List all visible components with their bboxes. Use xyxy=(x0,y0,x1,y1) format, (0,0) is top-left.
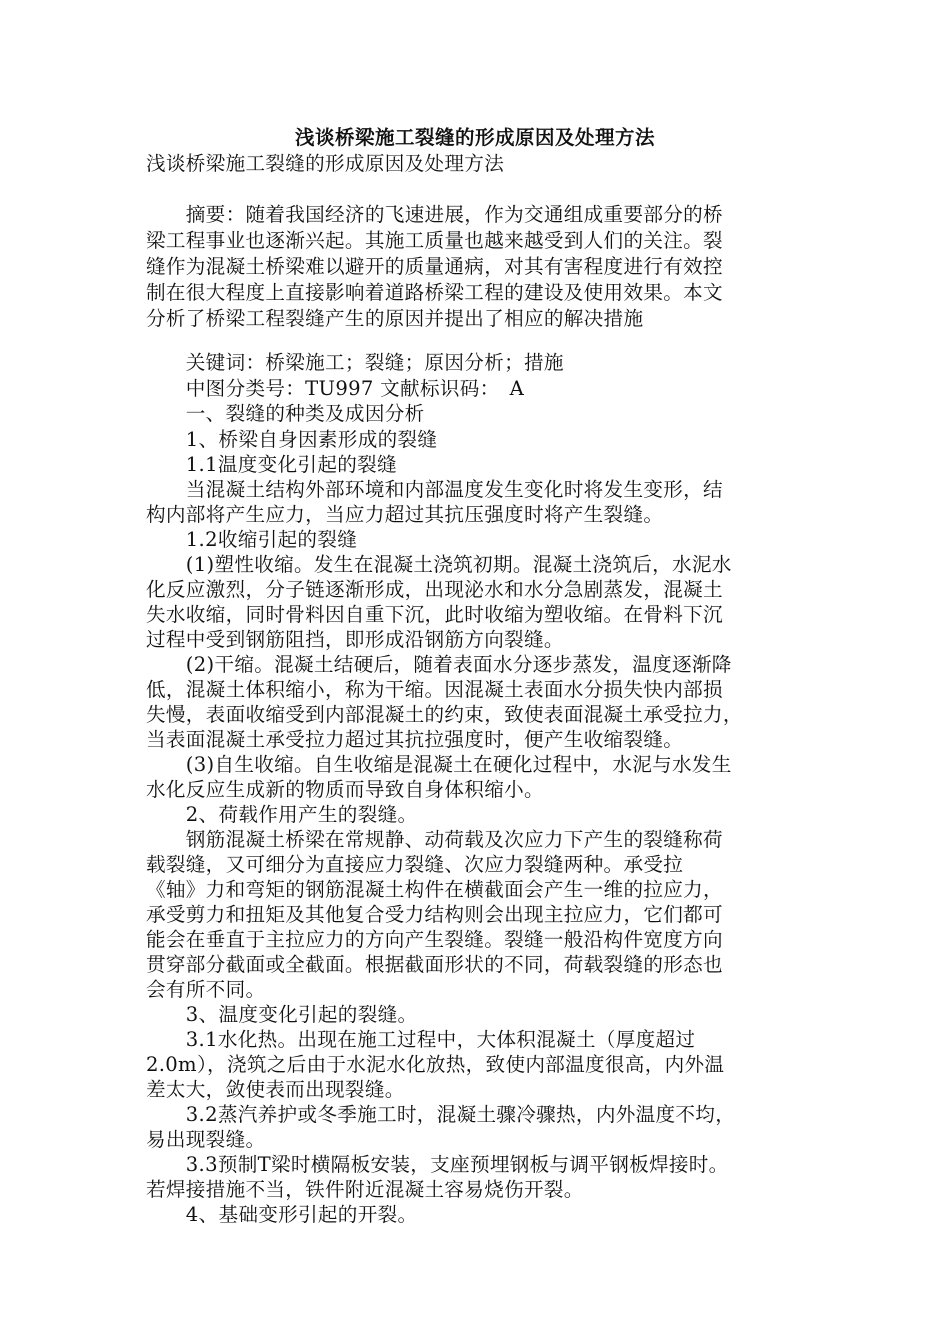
text-line: 3、温度变化引起的裂缝。 xyxy=(146,1003,418,1026)
text-line: 缝作为混凝土桥梁难以避开的质量通病，对其有害程度进行有效控 xyxy=(146,255,723,278)
text-line: 分析了桥梁工程裂缝产生的原因并提出了相应的解决措施 xyxy=(146,307,644,330)
text-line: (1)塑性收缩。发生在混凝土浇筑初期。混凝土浇筑后，水泥水 xyxy=(146,553,732,576)
text-line: 差太大，敛使表而出现裂缝。 xyxy=(146,1078,405,1101)
text-line: 摘要：随着我国经济的飞速进展，作为交通组成重要部分的桥 xyxy=(146,203,723,226)
document-title: 浅谈桥梁施工裂缝的形成原因及处理方法 xyxy=(294,126,655,149)
text-line: 2、荷载作用产生的裂缝。 xyxy=(146,803,418,826)
text-line: 水化反应生成新的物质而导致自身体积缩小。 xyxy=(146,778,544,801)
text-line: 载裂缝，又可细分为直接应力裂缝、次应力裂缝两种。承受拉 xyxy=(146,853,684,876)
text-line: 化反应激烈，分子链逐渐形成，出现泌水和水分急剧蒸发，混凝土 xyxy=(146,578,723,601)
text-line: 1.2收缩引起的裂缝 xyxy=(146,528,358,551)
text-line: 关键词：桥梁施工；裂缝；原因分析；措施 xyxy=(146,351,564,374)
text-line: 制在很大程度上直接影响着道路桥梁工程的建设及使用效果。本文 xyxy=(146,281,723,304)
text-line: 构内部将产生应力，当应力超过其抗压强度时将产生裂缝。 xyxy=(146,503,664,526)
text-line: 中图分类号：TU997 文献标识码： A xyxy=(146,377,525,400)
text-line: 失水收缩，同时骨料因自重下沉，此时收缩为塑收缩。在骨料下沉 xyxy=(146,603,723,626)
text-line: (2)干缩。混凝土结硬后，随着表面水分逐步蒸发，温度逐渐降 xyxy=(146,653,732,676)
text-line: 4、基础变形引起的开裂。 xyxy=(146,1203,418,1226)
subtitle-line: 浅谈桥梁施工裂缝的形成原因及处理方法 xyxy=(146,152,505,175)
text-line: 梁工程事业也逐渐兴起。其施工质量也越来越受到人们的关注。裂 xyxy=(146,229,723,252)
text-line: 当表面混凝土承受拉力超过其抗拉强度时，便产生收缩裂缝。 xyxy=(146,728,684,751)
text-line: 3.3预制T梁时横隔板安装，支座预埋钢板与调平钢板焊接时。 xyxy=(146,1153,729,1176)
text-line: 《轴》力和弯矩的钢筋混凝土构件在横截面会产生一维的拉应力， xyxy=(146,878,723,901)
text-line: 易出现裂缝。 xyxy=(146,1128,266,1151)
text-line: 承受剪力和扭矩及其他复合受力结构则会出现主拉应力，它们都可 xyxy=(146,903,723,926)
text-line: 当混凝土结构外部环境和内部温度发生变化时将发生变形，结 xyxy=(146,478,723,501)
text-line: 能会在垂直于主拉应力的方向产生裂缝。裂缝一般沿构件宽度方向 xyxy=(146,928,723,951)
text-line: 失慢，表面收缩受到内部混凝土的约束，致使表面混凝土承受拉力， xyxy=(146,703,743,726)
text-line: 过程中受到钢筋阻挡，即形成沿钢筋方向裂缝。 xyxy=(146,628,564,651)
text-line: 钢筋混凝土桥梁在常规静、动荷载及次应力下产生的裂缝称荷 xyxy=(146,828,723,851)
text-line: 低，混凝土体积缩小，称为干缩。因混凝土表面水分损失快内部损 xyxy=(146,678,723,701)
text-line: 若焊接措施不当，铁件附近混凝土容易烧伤开裂。 xyxy=(146,1178,584,1201)
text-line: 3.1水化热。出现在施工过程中，大体积混凝土（厚度超过 xyxy=(146,1028,696,1051)
text-line: 1、桥梁自身因素形成的裂缝 xyxy=(146,428,438,451)
text-line: (3)自生收缩。自生收缩是混凝土在硬化过程中，水泥与水发生 xyxy=(146,753,732,776)
text-line: 1.1温度变化引起的裂缝 xyxy=(146,453,397,476)
text-line: 贯穿部分截面或全截面。根据截面形状的不同，荷载裂缝的形态也 xyxy=(146,953,723,976)
text-line: 3.2蒸汽养护或冬季施工时，混凝土骤冷骤热，内外温度不均， xyxy=(146,1103,736,1126)
text-line: 2.0m），浇筑之后由于水泥水化放热，致使内部温度很高，内外温 xyxy=(146,1053,725,1076)
text-line: 会有所不同。 xyxy=(146,978,266,1001)
text-line: 一、裂缝的种类及成因分析 xyxy=(146,402,425,425)
